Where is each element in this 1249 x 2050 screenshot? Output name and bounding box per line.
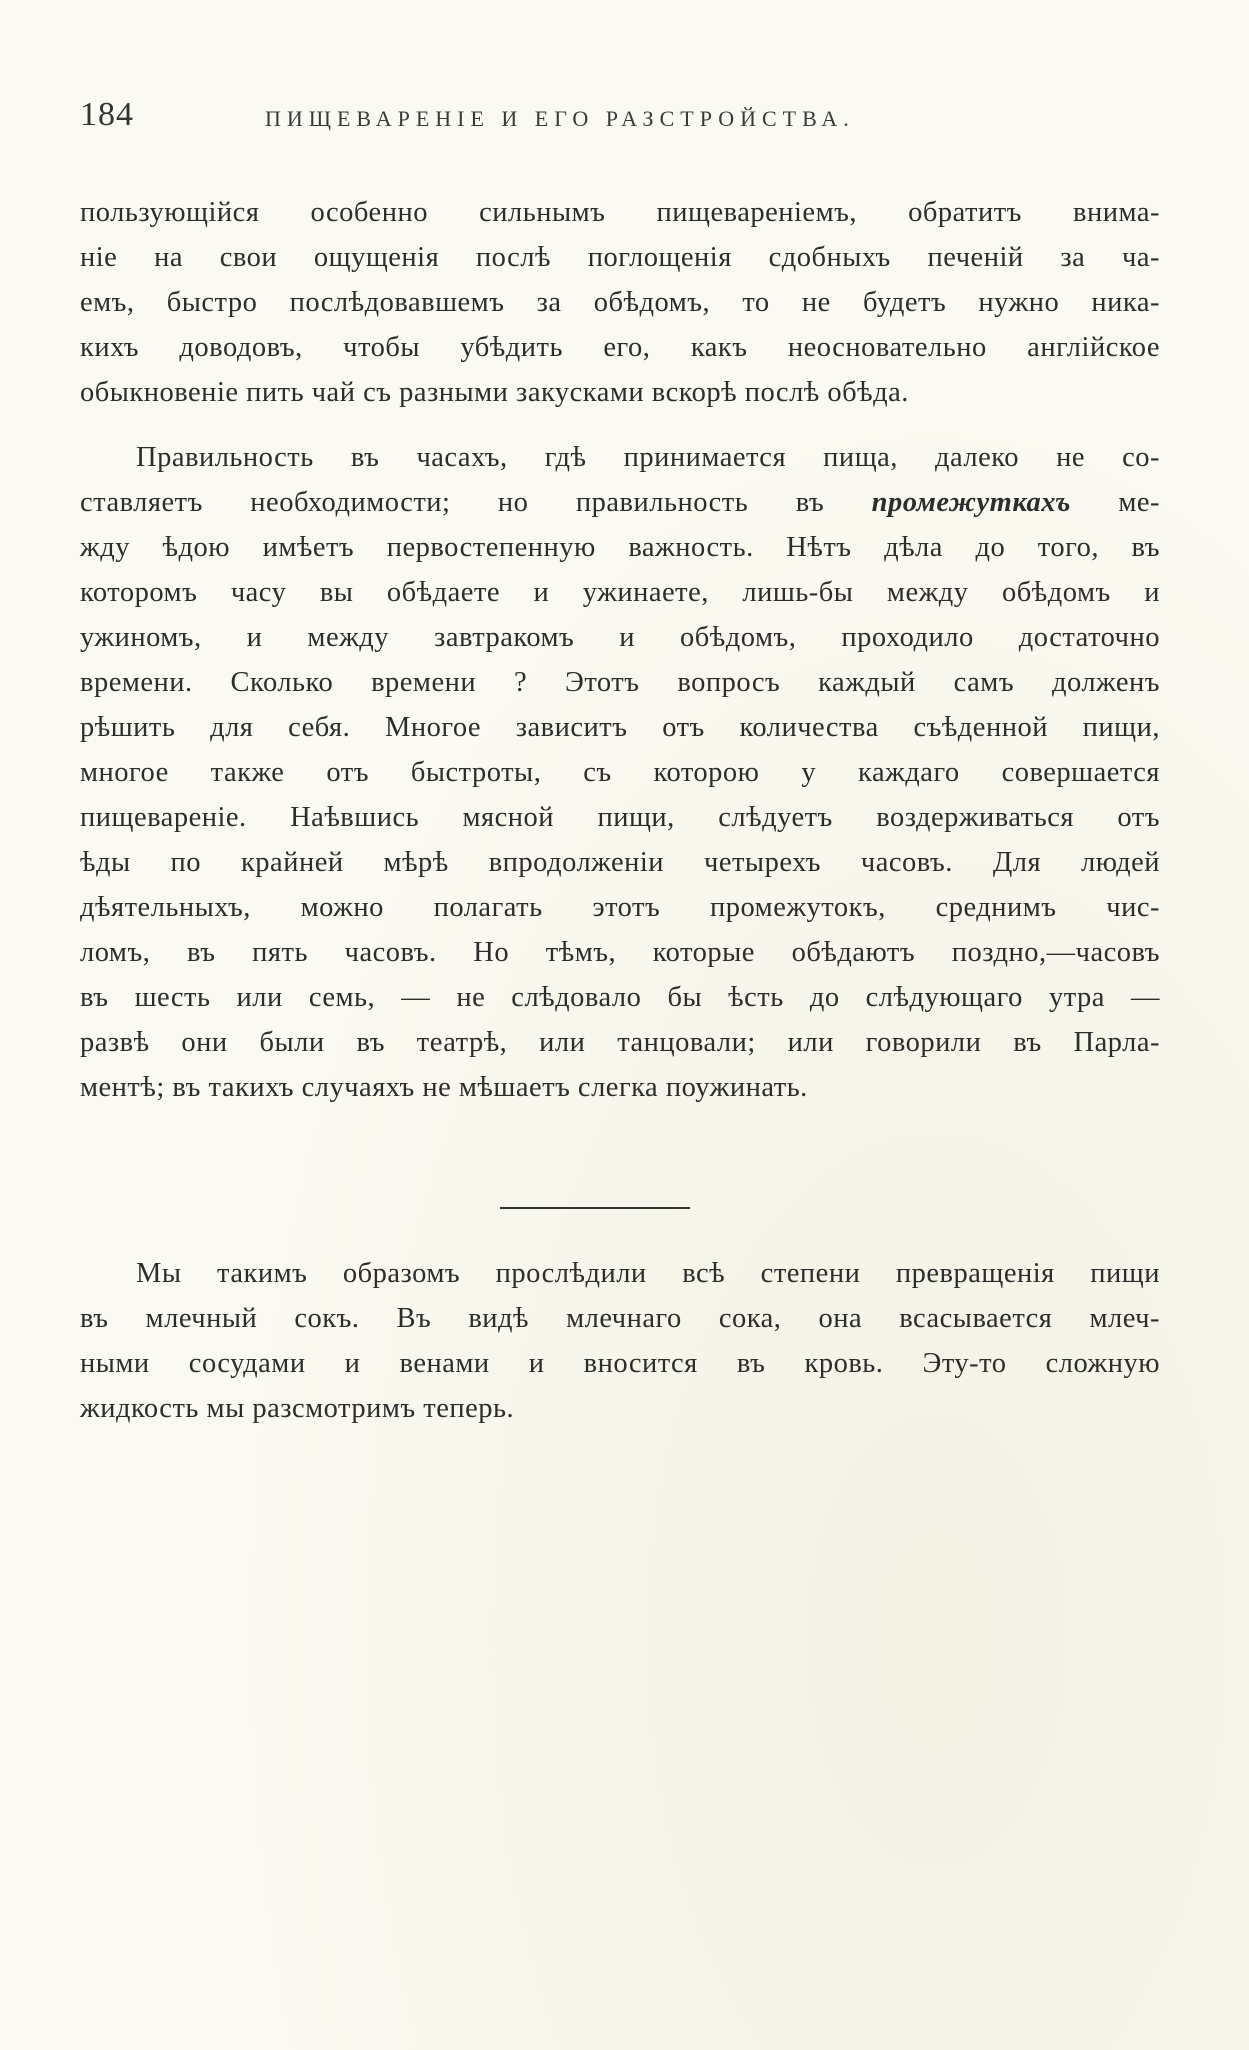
text-line: обыкновеніе пить чай съ разными закусками вскорѣ послѣ обѣда.	[80, 377, 909, 408]
paragraph-meal-intervals	[80, 435, 1160, 1110]
page-number: 184	[80, 96, 134, 133]
text-line: Мы такимъ образомъ прослѣдили всѣ степени превращенія пищи	[136, 1258, 1160, 1289]
page-header	[80, 96, 1160, 136]
text-line: ломъ, въ пять часовъ. Но тѣмъ, которые обѣдаютъ поздно,—часовъ	[80, 937, 1160, 968]
paragraph-chyle	[80, 1251, 1160, 1431]
text-line: емъ, быстро послѣдовавшемъ за обѣдомъ, то не будетъ нужно ника-	[80, 287, 1160, 318]
text-segment: ставляетъ необходимости; но правильность въ	[80, 487, 872, 518]
text-line: ментѣ; въ такихъ случаяхъ не мѣшаетъ слегка поужинать.	[80, 1072, 808, 1103]
text-line: развѣ они были въ театрѣ, или танцовали; или говорили въ Парла-	[80, 1027, 1160, 1058]
text-line: многое также отъ быстроты, съ которою у каждаго совершается	[80, 757, 1160, 788]
text-line: пользующійся особенно сильнымъ пищевареніемъ, обратитъ внима-	[80, 197, 1160, 228]
text-line: времени. Сколько времени ? Этотъ вопросъ каждый самъ долженъ	[80, 667, 1160, 698]
text-line: которомъ часу вы обѣдаете и ужинаете, лишь-бы между обѣдомъ и	[80, 577, 1160, 608]
text-line: ными сосудами и венами и вносится въ кровь. Эту-то сложную	[80, 1348, 1160, 1379]
text-line: жду ѣдою имѣетъ первостепенную важность. Нѣтъ дѣла до того, въ	[80, 532, 1160, 563]
text-line: Правильность въ часахъ, гдѣ принимается пища, далеко не со-	[136, 442, 1160, 473]
text-line: ужиномъ, и между завтракомъ и обѣдомъ, проходило достаточно	[80, 622, 1160, 653]
text-line: дѣятельныхъ, можно полагать этотъ промежутокъ, среднимъ чис-	[80, 892, 1160, 923]
section-divider	[500, 1207, 690, 1209]
paragraph-continued	[80, 190, 1160, 415]
text-line: въ млечный сокъ. Въ видѣ млечнаго сока, она всасывается млеч-	[80, 1303, 1160, 1334]
text-line: въ шесть или семь, — не слѣдовало бы ѣсть до слѣдующаго утра —	[80, 982, 1160, 1013]
emphasized-word: промежуткахъ	[871, 487, 1071, 518]
text-line: ѣды по крайней мѣрѣ впродолженіи четырехъ часовъ. Для людей	[80, 847, 1160, 878]
text-line: пищевареніе. Наѣвшись мясной пищи, слѣдуетъ воздерживаться отъ	[80, 802, 1160, 833]
text-segment: ме-	[1070, 487, 1160, 518]
text-line: ніе на свои ощущенія послѣ поглощенія сдобныхъ печеній за ча-	[80, 242, 1160, 273]
text-line: жидкость мы разсмотримъ теперь.	[80, 1393, 515, 1424]
text-line: кихъ доводовъ, чтобы убѣдить его, какъ неосновательно англійское	[80, 332, 1160, 363]
text-line-with-emphasis	[80, 480, 1160, 525]
running-title: ПИЩЕВАРЕНІЕ И ЕГО РАЗСТРОЙСТВА.	[265, 106, 855, 131]
text-line: рѣшить для себя. Многое зависитъ отъ количества съѣденной пищи,	[80, 712, 1160, 743]
